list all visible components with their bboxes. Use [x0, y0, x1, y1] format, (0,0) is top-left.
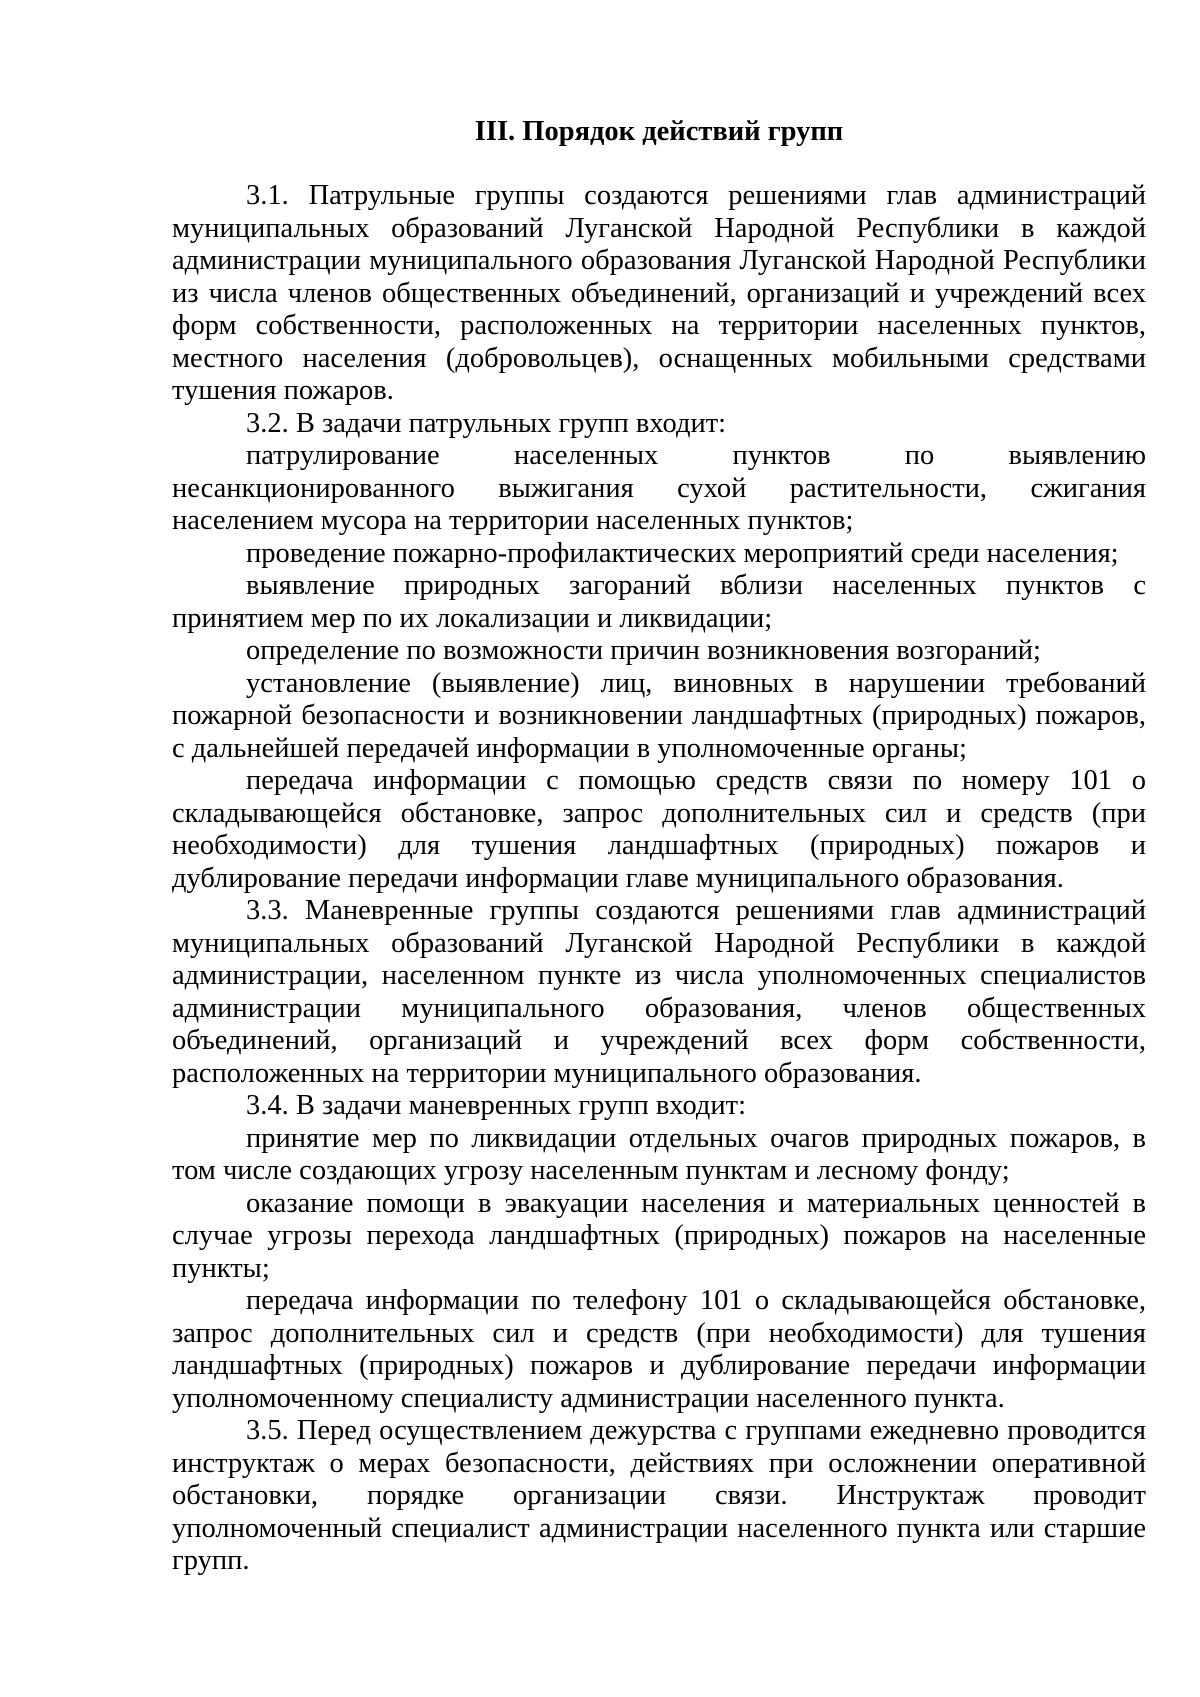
section-body [172, 180, 1146, 1578]
list-item-report-101: передача информации с помощью средств связи по номеру 101 о складывающейся обстановке, запрос дополнительных сил и средств (при необходимости) для тушения ландшафтных (природных) пожаров и дублирование передачи информации главе муниципального образования. [172, 765, 1146, 894]
list-item-patrol-settlements: патрулирование населенных пунктов по выявлению несанкционированного выжигания сухой растительности, сжигания населением мусора на территории населенных пунктов; [172, 440, 1146, 536]
section-title: III. Порядок действий групп [474, 116, 844, 147]
list-item-fire-prevention: проведение пожарно-профилактических мероприятий среди населения; [246, 537, 1119, 569]
list-item-detect-fires: выявление природных загораний вблизи населенных пунктов с принятием мер по их локализации и ликвидации; [172, 570, 1146, 634]
paragraph-3-5: 3.5. Перед осуществлением дежурства с группами ежедневно проводится инструктаж о мерах безопасности, действиях при осложнении оперативной обстановки, порядке организации связи. Инструктаж проводит уполномоченный специалист администрации населенного пункта или старшие групп. [172, 1415, 1146, 1576]
paragraph-3-4: 3.4. В задачи маневренных групп входит: [246, 1090, 747, 1121]
list-item-determine-causes: определение по возможности причин возникновения возгораний; [246, 635, 1041, 666]
paragraph-3-1: 3.1. Патрульные группы создаются решениями глав администраций муниципальных образований Луганской Народной Республики в каждой администрации муниципального образования Луганской Народной Республики из числа членов общественных объединений, организаций и учреждений всех форм собственности, расположенных на территории населенных пунктов, местного населения (добровольцев), оснащенных мобильными средствами тушения пожаров. [172, 180, 1146, 406]
paragraph-3-2: 3.2. В задачи патрульных групп входит: [246, 407, 727, 439]
list-item-identify-culprits: установление (выявление) лиц, виновных в нарушении требований пожарной безопасности и возникновении ландшафтных (природных) пожаров, с дальнейшей передачей информации в уполномоченные органы; [172, 667, 1146, 764]
paragraph-3-3: 3.3. Маневренные группы создаются решениями глав администраций муниципальных образований Луганской Народной Республики в каждой администрации, населенном пункте из числа уполномоченных специалистов администрации муниципального образования, членов общественных объединений, организаций и учреждений всех форм собственности, расположенных на территории муниципального образования. [172, 895, 1146, 1089]
list-item-phone-101-report: передача информации по телефону 101 о складывающейся обстановке, запрос дополнительных сил и средств (при необходимости) для тушения ландшафтных (природных) пожаров и дублирование передачи информации уполномоченному специалисту администрации населенного пункта. [172, 1285, 1146, 1414]
list-item-evacuation-help: оказание помощи в эвакуации населения и материальных ценностей в случае угрозы перехода ландшафтных (природных) пожаров на населенные пункты; [172, 1187, 1146, 1284]
list-item-extinguish-fires: принятие мер по ликвидации отдельных очагов природных пожаров, в том числе создающих угрозу населенным пунктам и лесному фонду; [172, 1122, 1146, 1186]
